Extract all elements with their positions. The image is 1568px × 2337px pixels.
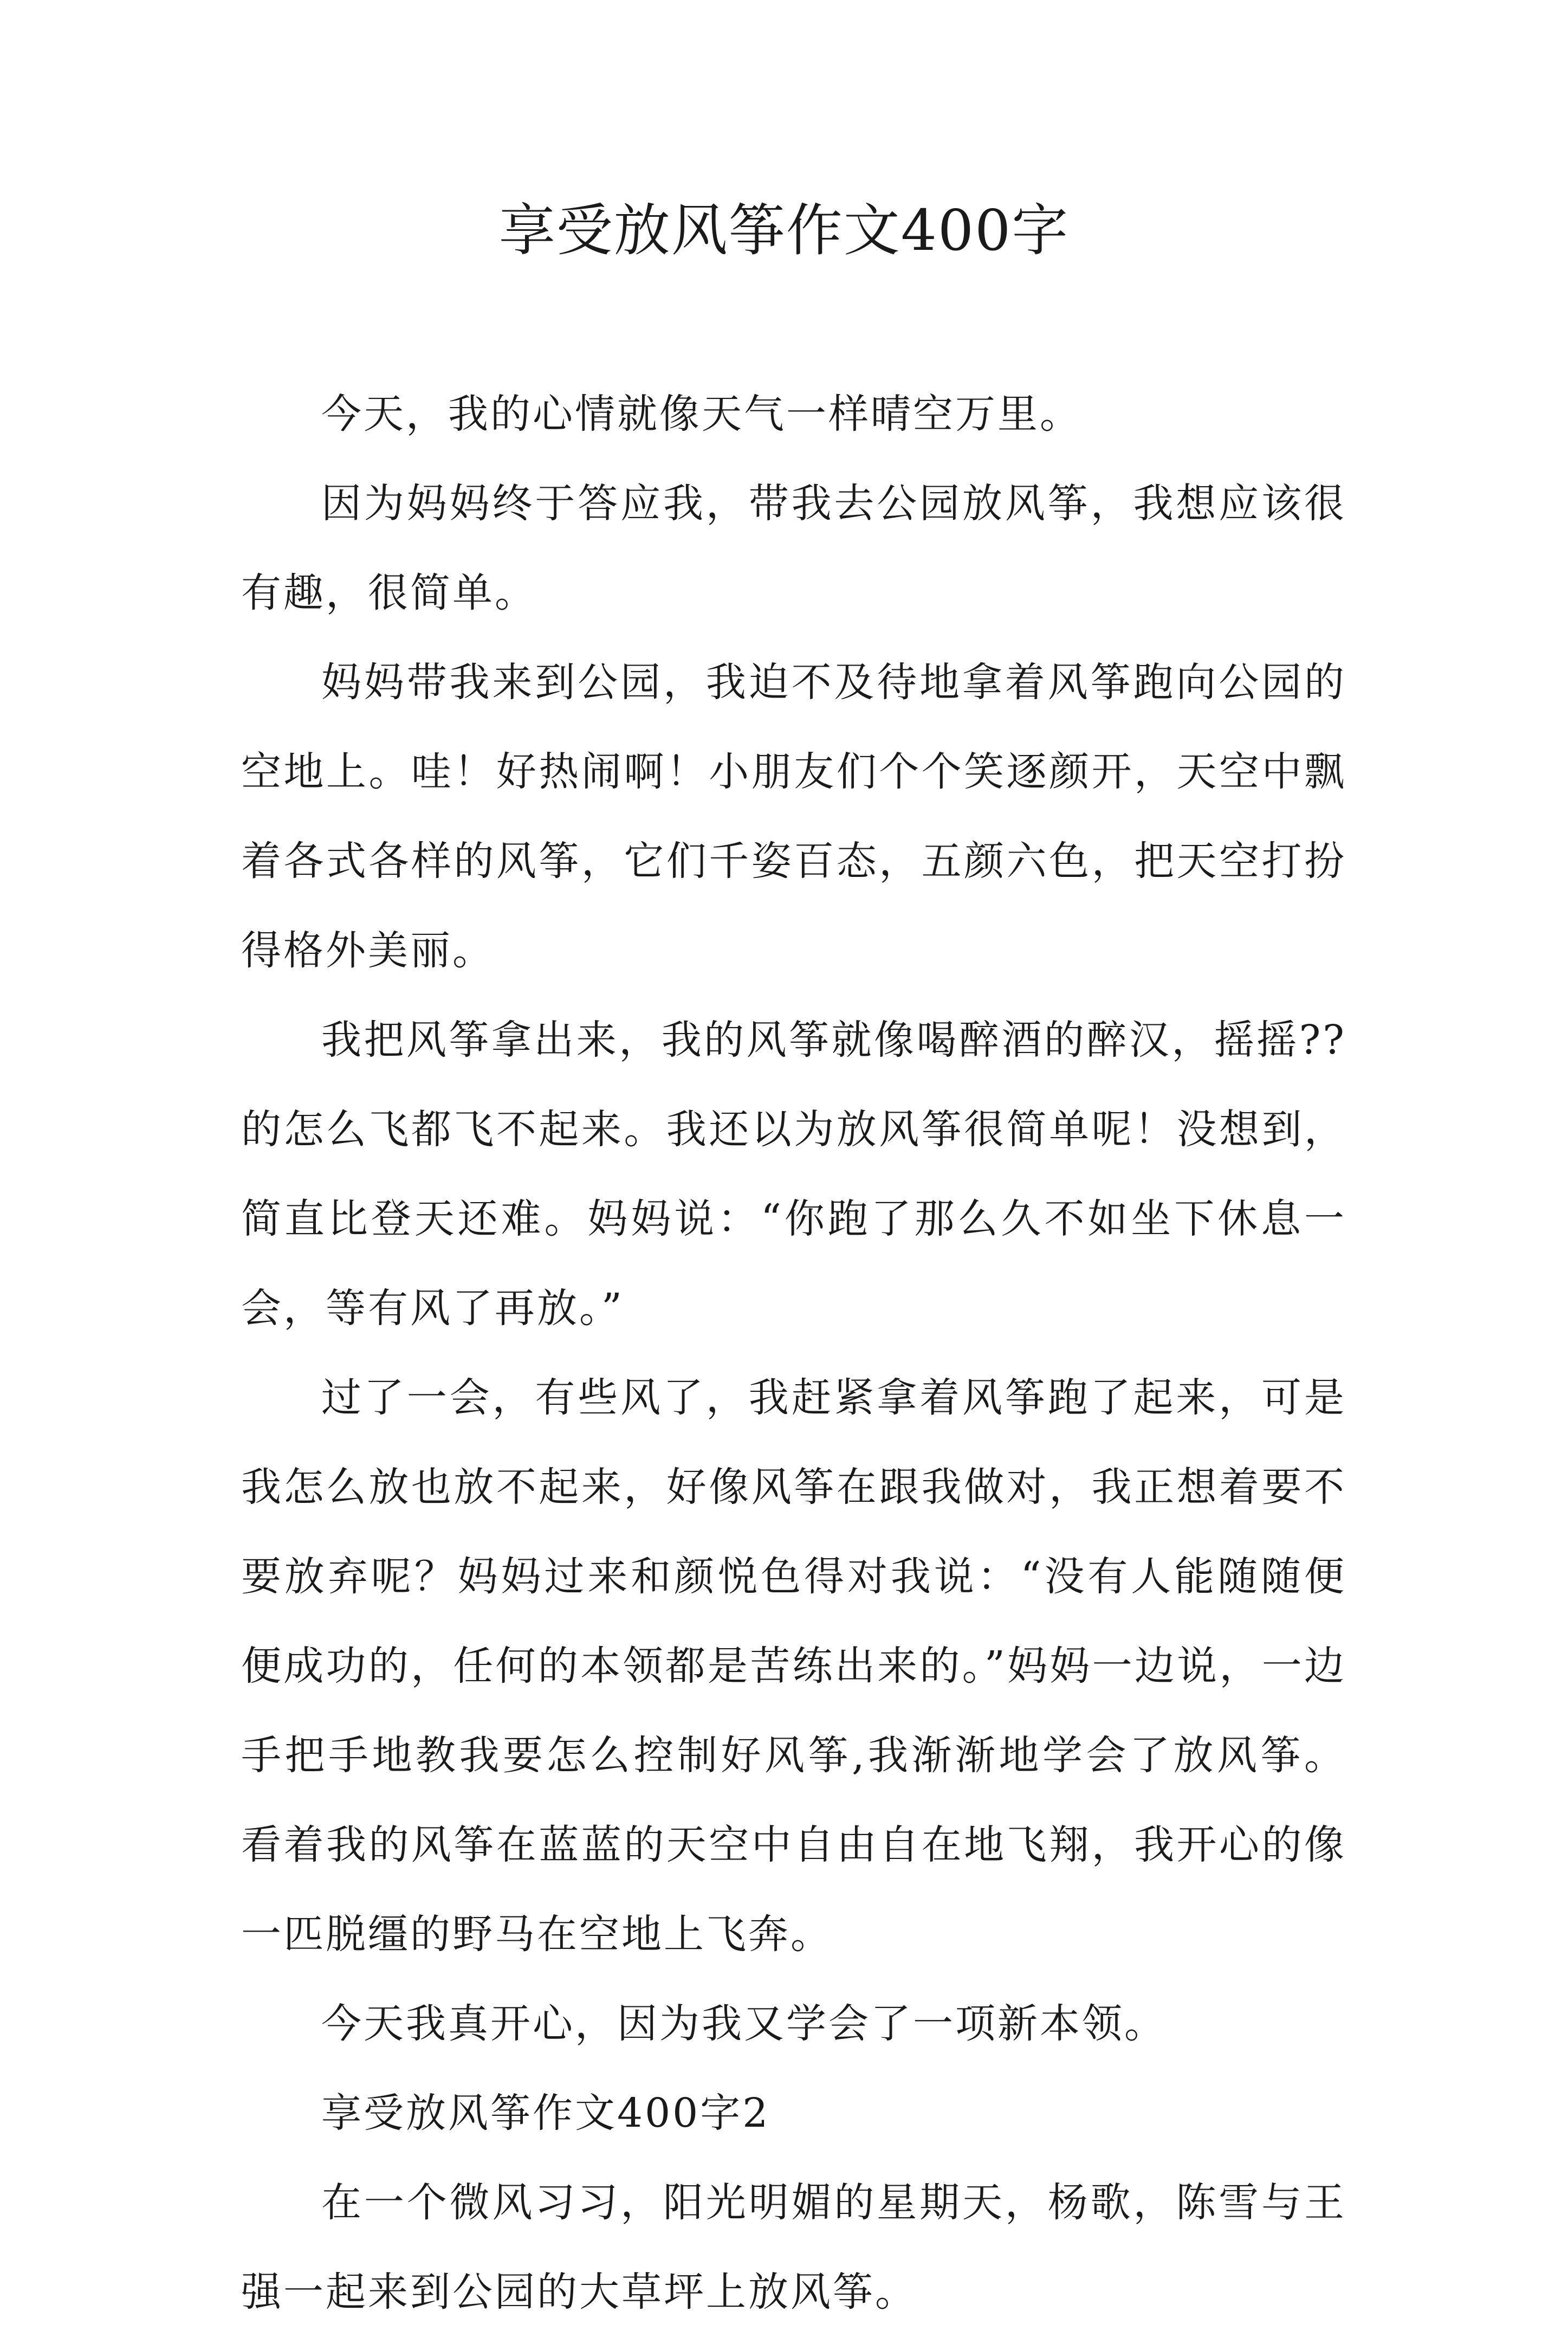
- section-heading: 享受放风筝作文400字2: [321, 2090, 770, 2136]
- paragraph: 在一个微风习习，阳光明媚的星期天，杨歌，陈雪与王强一起来到公园的大草坪上放风筝。: [241, 2179, 1346, 2315]
- paragraph: 今天，我的心情就像天气一样晴空万里。: [321, 391, 1082, 437]
- paragraph: 妈妈带我来到公园，我迫不及待地拿着风筝跑向公园的空地上。哇！好热闹啊！小朋友们个个笑逐颜开，天空中飘着各式各样的风筝，它们千姿百态，五颜六色，把天空打扮得格外美丽。: [241, 659, 1346, 974]
- paragraph: 我把风筝拿出来，我的风筝就像喝醉酒的醉汉，摇摇??的怎么飞都飞不起来。我还以为放风筝很简单呢！没想到，简直比登天还难。妈妈说：“你跑了那么久不如坐下休息一会，等有风了再放。”: [241, 1017, 1346, 1332]
- paragraph: 因为妈妈终于答应我，带我去公园放风筝，我想应该很有趣，很简单。: [241, 480, 1346, 616]
- paragraph: 今天我真开心，因为我又学会了一项新本领。: [321, 2000, 1167, 2047]
- document-body: [241, 370, 1346, 2337]
- document-title: 享受放风筝作文400字: [498, 197, 1070, 263]
- paragraph: 过了一会，有些风了，我赶紧拿着风筝跑了起来，可是我怎么放也放不起来，好像风筝在跟我做对，我正想着要不要放弃呢？妈妈过来和颜悦色得对我说：“没有人能随随便便成功的，任何的本领都是苦练出来的。”妈妈一边说，一边手把手地教我要怎么控制好风筝,我渐渐地学会了放风筝。看着我的风筝在蓝蓝的天空中自由自在地飞翔，我开心的像一匹脱缰的野马在空地上飞奔。: [241, 1374, 1346, 1958]
